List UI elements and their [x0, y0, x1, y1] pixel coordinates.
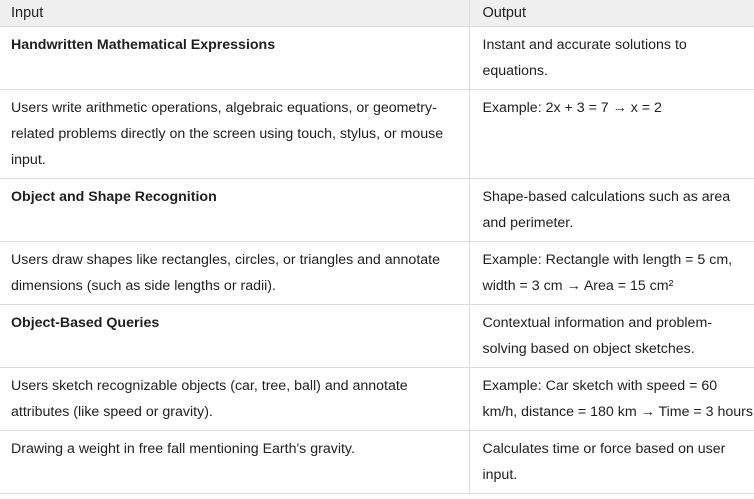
table-row	[0, 179, 754, 242]
input-cell: Handwritten Mathematical Expressions	[0, 27, 469, 90]
input-cell: Users write arithmetic operations, algebraic equations, or geometry-related problems directly on the screen using touch, stylus, or mouse input.	[0, 90, 469, 179]
output-cell: Calculates time or force based on user input.	[469, 431, 754, 494]
table-row	[0, 90, 754, 179]
table-row	[0, 368, 754, 431]
input-column-header: Input	[0, 0, 469, 27]
input-cell: Drawing a weight in free fall mentioning Earth's gravity.	[0, 431, 469, 494]
table-row	[0, 431, 754, 494]
table-row	[0, 27, 754, 90]
table-row	[0, 305, 754, 368]
input-cell: Users draw shapes like rectangles, circles, or triangles and annotate dimensions (such as side lengths or radii).	[0, 242, 469, 305]
output-cell: Instant and accurate solutions to equations.	[469, 27, 754, 90]
input-cell: Object-Based Queries	[0, 305, 469, 368]
output-cell: Contextual information and problem-solving based on object sketches.	[469, 305, 754, 368]
input-cell: Object and Shape Recognition	[0, 179, 469, 242]
table-row	[0, 242, 754, 305]
output-cell: Shape-based calculations such as area and perimeter.	[469, 179, 754, 242]
input-cell: Users sketch recognizable objects (car, tree, ball) and annotate attributes (like speed or gravity).	[0, 368, 469, 431]
output-cell: Example: Car sketch with speed = 60 km/h, distance = 180 km → Time = 3 hours	[469, 368, 754, 431]
output-cell: Example: Rectangle with length = 5 cm, width = 3 cm → Area = 15 cm²	[469, 242, 754, 305]
output-cell: Example: 2x + 3 = 7 → x = 2	[469, 90, 754, 179]
output-column-header: Output	[469, 0, 754, 27]
table-header-row	[0, 0, 754, 27]
